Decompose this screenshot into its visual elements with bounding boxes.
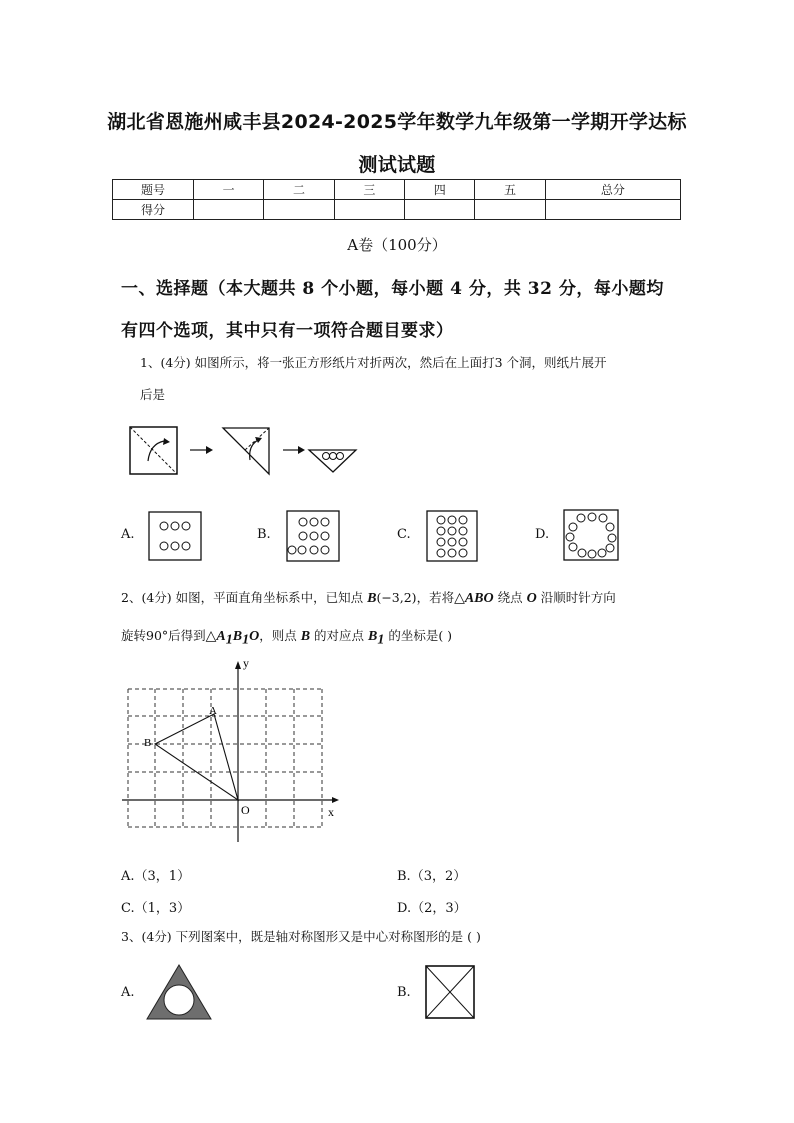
q2-point-a-label: A xyxy=(209,705,217,717)
q3-option-a-label[interactable]: A. xyxy=(121,985,135,1000)
score-cell[interactable] xyxy=(334,200,404,220)
score-cell[interactable] xyxy=(264,200,334,220)
q2-point-b-label: B xyxy=(144,737,152,749)
q2-option-b[interactable]: B.（3，2） xyxy=(397,869,467,884)
score-table xyxy=(112,179,681,220)
q1-folding-figure xyxy=(126,424,366,480)
q1-option-b-figure[interactable] xyxy=(286,510,340,562)
q2-x-label: x xyxy=(328,805,334,819)
score-header-cell: 四 xyxy=(405,180,475,200)
q2-triangle-abo xyxy=(155,714,238,800)
q2-text-line1: 2、(4分) 如图，平面直角坐标系中，已知点 B(−3,2)，若将△ABO 绕点 O 沿顺时针方向 xyxy=(121,590,616,606)
q2-option-d[interactable]: D.（2，3） xyxy=(397,901,467,916)
score-cell[interactable] xyxy=(405,200,475,220)
q1-option-a-label[interactable]: A. xyxy=(121,527,135,542)
score-header-cell: 五 xyxy=(475,180,545,200)
score-header-cell: 三 xyxy=(334,180,404,200)
q1-text-line1: 1、(4分) 如图所示，将一张正方形纸片对折两次，然后在上面打3 个洞，则纸片展开 xyxy=(140,355,607,370)
score-table-score-row xyxy=(113,200,681,220)
part1-heading-line2: 有四个选项，其中只有一项符合题目要求） xyxy=(121,321,454,341)
q1-option-d-figure[interactable] xyxy=(563,509,619,561)
score-cell[interactable] xyxy=(194,200,264,220)
q2-grid xyxy=(128,689,322,827)
part1-heading-line1: 一、选择题（本大题共 8 个小题，每小题 4 分，共 32 分，每小题均 xyxy=(121,279,664,299)
q1-option-a-figure[interactable] xyxy=(148,511,202,561)
section-a-title: A卷（100分） xyxy=(347,236,447,254)
q2-option-c[interactable]: C.（1，3） xyxy=(121,901,191,916)
q2-origin-label: O xyxy=(241,803,250,817)
q1-option-c-label[interactable]: C. xyxy=(397,527,411,542)
q2-coordinate-graph xyxy=(118,657,343,847)
q2-text-line2: 旋转90°后得到$\triangle A_1B_1O$，则点 B 的对应点 $B_1$ 的坐标是( ) xyxy=(121,628,453,648)
score-table-header-row xyxy=(113,180,681,200)
score-row-label: 得分 xyxy=(113,200,194,220)
q1-option-d-label[interactable]: D. xyxy=(535,527,550,542)
score-header-cell: 总分 xyxy=(545,180,680,200)
q1-option-c-figure[interactable] xyxy=(426,510,478,562)
score-cell[interactable] xyxy=(545,200,680,220)
score-header-cell: 题号 xyxy=(113,180,194,200)
score-header-cell: 一 xyxy=(194,180,264,200)
score-header-cell: 二 xyxy=(264,180,334,200)
q1-option-b-label[interactable]: B. xyxy=(257,527,271,542)
doc-title-line2: 测试试题 xyxy=(358,154,436,176)
q3-text: 3、(4分) 下列图案中，既是轴对称图形又是中心对称图形的是 ( ) xyxy=(121,929,481,944)
q2-option-a[interactable]: A.（3，1） xyxy=(121,869,191,884)
score-cell[interactable] xyxy=(475,200,545,220)
doc-title-line1: 湖北省恩施州咸丰县2024-2025学年数学九年级第一学期开学达标 xyxy=(107,111,687,133)
q1-text-line2: 后是 xyxy=(140,387,166,402)
q3-option-a-figure[interactable] xyxy=(144,962,214,1022)
q3-option-b-label[interactable]: B. xyxy=(397,985,411,1000)
q3-option-b-figure[interactable] xyxy=(424,964,476,1020)
q2-y-label: y xyxy=(243,657,249,670)
